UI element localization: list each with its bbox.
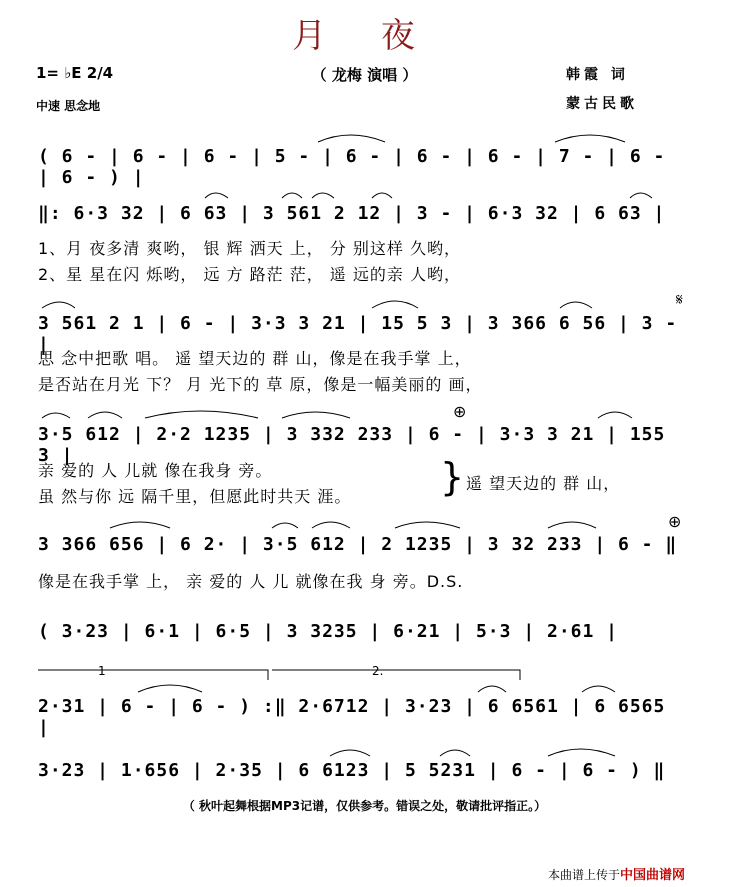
lyric-line-1a: 1、月 夜多清 爽哟， 银 辉 洒天 上， 分 别这样 久哟，: [38, 239, 461, 258]
lyric-line-2a: 思 念中把歌 唱。 遥 望天边的 群 山，像是在我手掌 上，: [38, 349, 472, 368]
song-title: 月 夜: [292, 16, 437, 56]
slur-l1-2: [282, 193, 302, 198]
score-line-7: 3·23 | 1·656 | 2·35 | 6 6123 | 5 5231 | 6 - | 6 - ) ‖: [38, 760, 666, 781]
slur-l7-3: [548, 749, 615, 756]
slur-l4-1: [110, 522, 170, 528]
coda-sign-1: ⊕: [453, 402, 467, 421]
slur-l1-1: [205, 193, 228, 198]
slur-l6-3: [582, 686, 615, 692]
slur-l6-2: [478, 686, 506, 692]
segno-sign: 𝄋: [676, 290, 683, 309]
slur-intro-1: [318, 135, 385, 142]
volta-1-label: 1: [98, 664, 106, 678]
score-line-2: 3 561 2 1 | 6 - | 3·3 3 21 | 15 5 3 | 3 366 6 56 | 3 - |: [38, 313, 678, 355]
score-line-4: 3 366 656 | 6 2· | 3·5 612 | 2 1235 | 3 32 233 | 6 - ‖: [38, 534, 678, 555]
score-line-3: 3·5 612 | 2·2 1235 | 3 332 233 | 6 - | 3·3 3 21 | 155 3 |: [38, 424, 666, 466]
coda-sign-2: ⊕: [668, 512, 682, 531]
slur-l1-5: [630, 193, 652, 198]
upload-label: 本曲谱上传于: [548, 868, 621, 882]
slur-l7-2: [440, 750, 470, 756]
lyric-brace: }: [440, 455, 465, 499]
slur-l3-1: [42, 413, 70, 418]
lyricist-credit: 韩霞 词: [566, 67, 629, 83]
slur-l2-1: [42, 302, 75, 308]
score-line-1: ‖: 6·3 32 | 6 63 | 3 561 2 12 | 3 - | 6·3 32 | 6 63 |: [38, 203, 666, 224]
lyric-line-1b: 2、星 星在闪 烁哟， 远 方 路茫 茫， 遥 远的亲 人哟，: [38, 265, 461, 284]
slur-l2-2: [372, 301, 418, 308]
composer-credit: 蒙古民歌: [566, 96, 638, 112]
slur-intro-2: [555, 135, 625, 142]
slur-l6-1: [138, 685, 202, 692]
slur-l3-5: [598, 412, 632, 418]
lyric-line-3a: 亲 爱的 人 儿就 像在我身 旁。: [38, 461, 273, 480]
lyric-line-4: 像是在我手掌 上， 亲 爱的 人 儿 就像在我 身 旁。D.S.: [38, 572, 464, 591]
volta-2-label: 2.: [372, 664, 384, 678]
slur-l2-3: [560, 302, 592, 308]
site-logo[interactable]: 中国曲谱网: [620, 868, 686, 883]
slur-l7-1: [330, 750, 370, 756]
slur-l4-3: [312, 522, 350, 528]
slur-l1-3: [312, 193, 334, 198]
slur-l3-3: [145, 411, 258, 418]
slur-l3-4: [282, 412, 350, 418]
slur-l4-4: [395, 522, 460, 528]
score-line-6: 2·31 | 6 - | 6 - ) :‖ 2·6712 | 3·23 | 6 6561 | 6 6565 |: [38, 696, 666, 738]
slur-l4-5: [548, 522, 596, 528]
lyric-line-2b: 是否站在月光 下？ 月 光下的 草 原，像是一幅美丽的 画，: [38, 375, 483, 394]
singer-credit: （ 龙梅 演唱 ）: [311, 66, 418, 84]
volta-1-bracket: [38, 670, 268, 680]
score-line-5: ( 3·23 | 6·1 | 6·5 | 3 3235 | 6·21 | 5·3 | 2·61 |: [38, 621, 619, 642]
key-signature: 1= ♭E 2/4: [36, 64, 114, 82]
lyric-line-3-side: 遥 望天边的 群 山，: [466, 474, 621, 493]
lyric-line-3b: 虽 然与你 远 隔千里，但愿此时共天 涯。: [38, 487, 352, 506]
slur-l4-2: [272, 523, 298, 528]
slur-l1-4: [372, 193, 392, 198]
slur-l3-2: [88, 412, 122, 418]
score-line-intro: ( 6 - | 6 - | 6 - | 5 - | 6 - | 6 - | 6 - | 7 - | 6 - | 6 - ) |: [38, 146, 666, 188]
transcriber-note: （ 秋叶起舞根据MP3记谱，仅供参考。错误之处，敬请批评指正。）: [182, 799, 547, 813]
tempo-marking: 中速 思念地: [36, 99, 101, 113]
volta-2-bracket: [272, 670, 520, 680]
